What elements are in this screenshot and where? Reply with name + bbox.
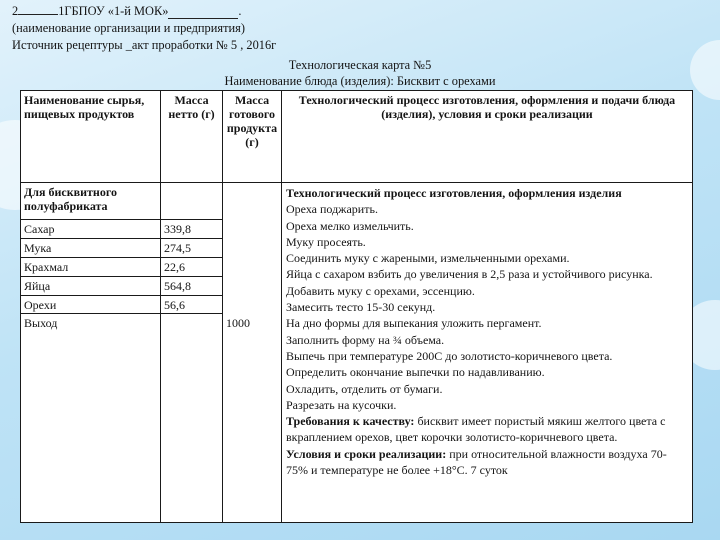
output-label: Выход [24, 316, 58, 330]
dish-name: Наименование блюда (изделия): Бисквит с орехами [224, 74, 496, 88]
section-label: Для бисквитного полуфабриката [24, 185, 117, 213]
header-line-1: 2 1ГБПОУ «1-й МОК» . [12, 4, 242, 18]
quality-requirements [286, 413, 688, 429]
quality-text: бисквит имеет пористый мякиш желтого цвета с [414, 414, 666, 429]
process-step: Охладить, отделить от бумаги. [286, 381, 443, 396]
ingredient-net: 564,8 [161, 276, 222, 295]
process-title: Технологический процесс изготовления, оформления изделия [286, 186, 622, 200]
col-header-name: Наименование сырья, пищевых продуктов [21, 91, 161, 183]
card-title: Технологическая карта №5 [288, 58, 432, 72]
process-step: Соединить муку с жареными, измельченными орехами. [286, 251, 570, 266]
process-step: Замесить тесто 15-30 секунд. [286, 300, 436, 315]
col-header-net: Масса нетто (г) [161, 91, 223, 183]
ingredient-name: Сахар [21, 219, 160, 238]
finished-mass-column [223, 183, 282, 523]
storage-text: при относительной влажности воздуха 70- [446, 446, 667, 461]
ingredient-net: 339,8 [161, 219, 222, 238]
storage-text-cont: 75% и температуре не более +18°С. 7 суток [286, 463, 508, 478]
ingredient-net: 274,5 [161, 238, 222, 257]
process-step: Добавить муку с орехами, эссенцию. [286, 283, 475, 298]
storage-label: Условия и сроки реализации: [286, 446, 447, 461]
ingredient-name: Орехи [21, 295, 160, 314]
ingredient-name: Мука [21, 238, 160, 257]
quality-text-cont: вкраплением орехов, цвет корочки золотисто-коричневого цвета. [286, 430, 618, 445]
net-mass-column [161, 183, 223, 523]
process-step: Муку просеять. [286, 234, 366, 249]
ingredient-net: 22,6 [161, 257, 222, 276]
process-step: Заполнить форму на ¾ объема. [286, 332, 445, 347]
process-step: Яйца с сахаром взбить до увеличения в 2,5 раза и устойчивого рисунка. [286, 267, 653, 282]
ingredient-name: Яйца [21, 276, 160, 295]
table-body-row [21, 183, 693, 523]
quality-label: Требования к качеству: [286, 414, 415, 429]
recipe-table [20, 90, 693, 523]
ingredients-column [21, 183, 161, 523]
process-step: Разрезать на кусочки. [286, 397, 397, 412]
storage-conditions [286, 446, 688, 462]
output-value: 1000 [226, 316, 250, 330]
header-line-2: (наименование организации и предприятия) [12, 21, 245, 35]
process-step: Ореха мелко измельчить. [286, 218, 414, 233]
ingredient-name: Крахмал [21, 257, 160, 276]
header-line-3: Источник рецептуры _акт проработки № 5 , 2016г [12, 38, 277, 52]
process-step: Выпечь при температуре 200С до золотисто-коричневого цвета. [286, 348, 613, 363]
col-header-finished: Масса готового продукта (г) [223, 91, 282, 183]
process-step: Ореха поджарить. [286, 202, 378, 217]
process-step: На дно формы для выпекания уложить пергамент. [286, 316, 542, 331]
col-header-process: Технологический процесс изготовления, оформления и подачи блюда (изделия), условия и сроки реализации [282, 91, 693, 183]
process-step: Определить окончание выпечки по надавливанию. [286, 365, 545, 380]
table-header-row [21, 91, 693, 183]
ingredient-net: 56,6 [161, 295, 222, 314]
process-column [282, 183, 693, 523]
